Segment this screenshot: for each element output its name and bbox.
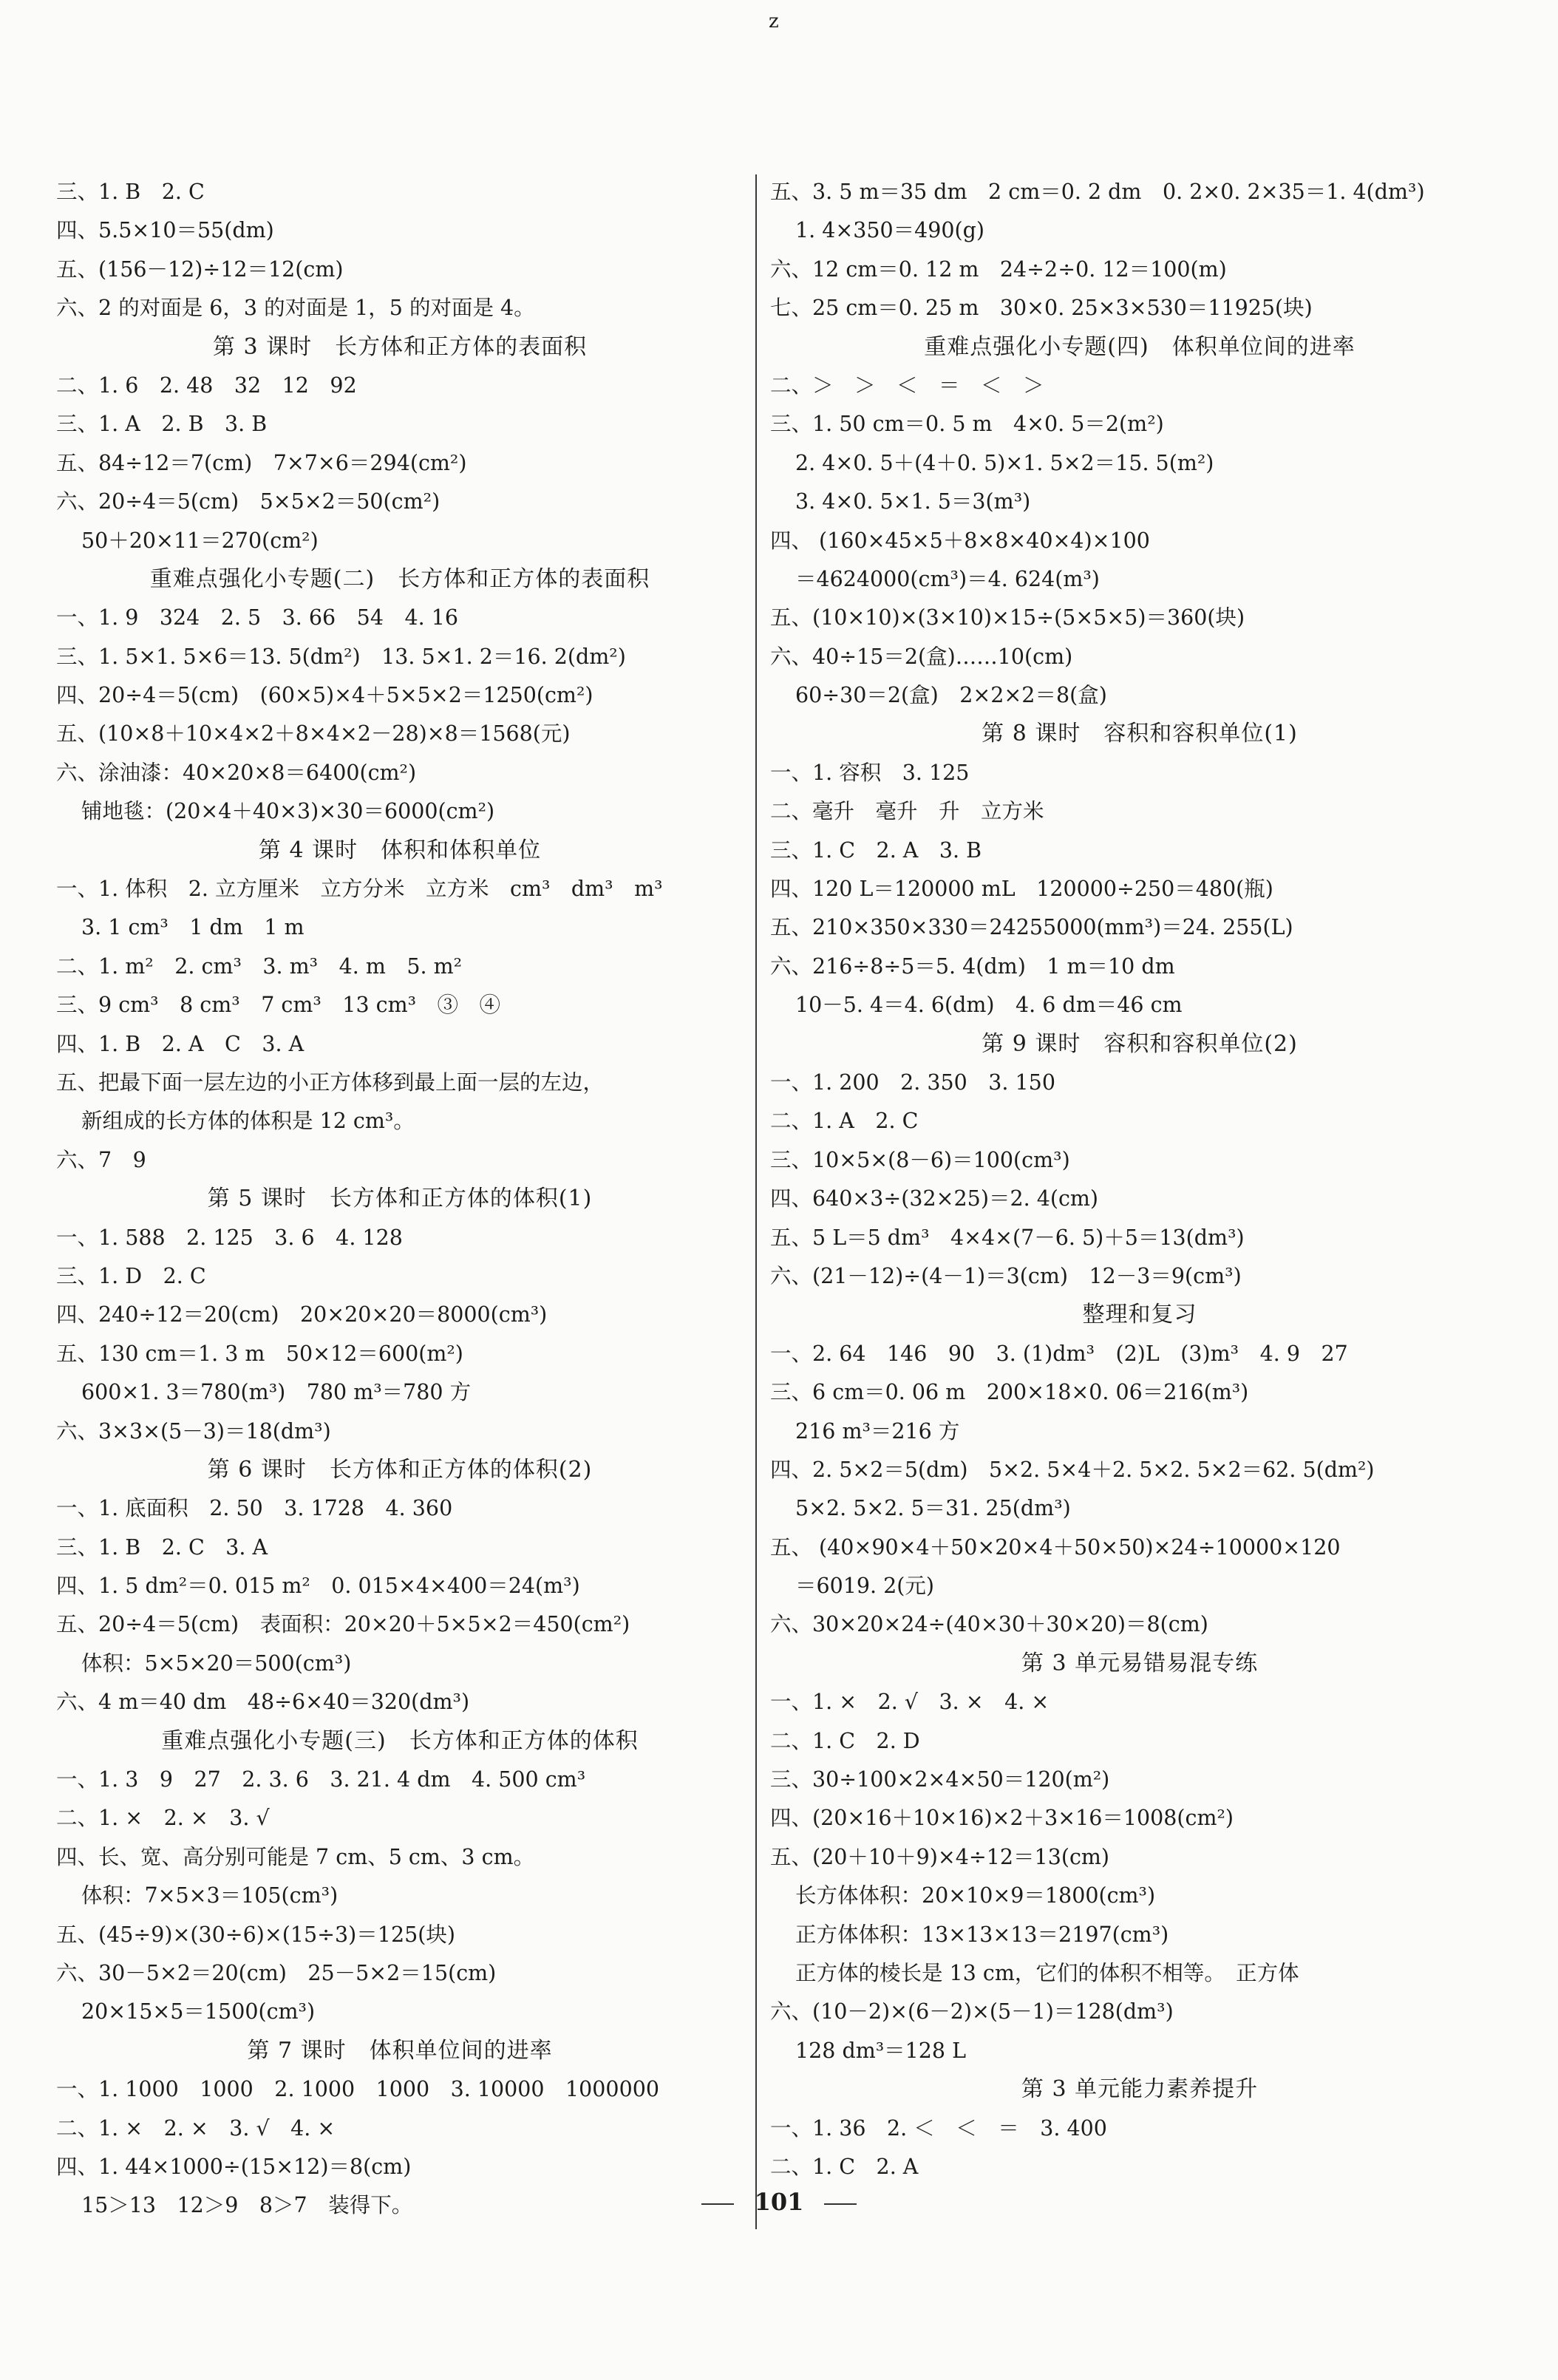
section-heading: 重难点强化小专题(四) 体积单位间的进率 [924,333,1355,360]
answer-line: 五、20÷4＝5(cm) 表面积：20×20＋5×5×2＝450(cm²) [56,1612,630,1637]
answer-line: 四、5.5×10＝55(dm) [56,218,274,243]
answer-line: 三、1. C 2. A 3. B [770,837,982,863]
answer-line: 三、1. 50 cm＝0. 5 m 4×0. 5＝2(m²) [770,412,1164,437]
answer-line: 五、(20＋10＋9)×4÷12＝13(cm) [770,1844,1110,1869]
answer-line: 四、1. B 2. A C 3. A [56,1031,305,1056]
answer-line: 四、长、宽、高分别可能是 7 cm、5 cm、3 cm。 [56,1844,535,1869]
answer-line: 三、1. 5×1. 5×6＝13. 5(dm²) 13. 5×1. 2＝16. 2(dm²) [56,644,626,669]
answer-line: 六、12 cm＝0. 12 m 24÷2÷0. 12＝100(m) [770,256,1227,282]
answer-line: 二、1. C 2. D [770,1728,920,1753]
answer-line: 五、(156－12)÷12＝12(cm) [56,256,344,282]
answer-line: 四、20÷4＝5(cm) (60×5)×4＋5×5×2＝1250(cm²) [56,683,593,708]
answer-line: 一、1. × 2. √ 3. × 4. × [770,1690,1050,1715]
section-heading: 第 3 单元易错易混专练 [1021,1650,1259,1676]
answer-line: 三、1. D 2. C [56,1263,206,1288]
answer-line: 二、1. 6 2. 48 32 12 92 [56,373,357,398]
answer-line: ＝6019. 2(元) [795,1574,935,1599]
answer-line: 五、84÷12＝7(cm) 7×7×6＝294(cm²) [56,450,467,475]
answer-line: 1. 4×350＝490(g) [795,218,985,243]
answer-line: 一、1. 容积 3. 125 [770,760,970,785]
answer-line: 六、216÷8÷5＝5. 4(dm) 1 m＝10 dm [770,953,1175,979]
page-number: 101 [754,2188,804,2216]
answer-line: 四、640×3÷(32×25)＝2. 4(cm) [770,1186,1099,1211]
answer-line: 三、30÷100×2×4×50＝120(m²) [770,1767,1110,1792]
answer-line: 一、1. 1000 1000 2. 1000 1000 3. 10000 1000000 [56,2077,659,2102]
answer-line: 2. 4×0. 5＋(4＋0. 5)×1. 5×2＝15. 5(m²) [795,450,1214,475]
answer-line: 四、240÷12＝20(cm) 20×20×20＝8000(cm³) [56,1302,548,1327]
answer-line: 五、 (40×90×4＋50×20×4＋50×50)×24÷10000×120 [770,1534,1341,1560]
answer-line: 正方体体积：13×13×13＝2197(cm³) [795,1922,1169,1947]
answer-line: 四、(20×16＋10×16)×2＋3×16＝1008(cm²) [770,1806,1234,1831]
section-heading: 第 9 课时 容积和容积单位(2) [982,1030,1298,1057]
column-divider [755,174,757,2229]
answer-line: 一、1. 9 324 2. 5 3. 66 54 4. 16 [56,605,458,630]
answer-line: 四、1. 5 dm²＝0. 015 m² 0. 015×4×400＝24(m³) [56,1574,580,1599]
section-heading: 整理和复习 [1082,1302,1197,1328]
answer-line: 体积：7×5×3＝105(cm³) [81,1883,339,1908]
section-heading: 第 3 课时 长方体和正方体的表面积 [212,333,588,360]
section-heading: 重难点强化小专题(二) 长方体和正方体的表面积 [149,565,650,592]
answer-line: 六、3×3×(5－3)＝18(dm³) [56,1418,331,1444]
answer-line: 60÷30＝2(盒) 2×2×2＝8(盒) [795,683,1107,708]
answer-line: 一、1. 底面积 2. 50 3. 1728 4. 360 [56,1496,453,1521]
answer-line: 六、7 9 [56,1147,146,1172]
top-mark: z [769,10,779,33]
answer-line: 二、毫升 毫升 升 立方米 [770,799,1044,824]
answer-line: 二、1. × 2. × 3. √ [56,1806,270,1831]
answer-line: 五、130 cm＝1. 3 m 50×12＝600(m²) [56,1341,463,1366]
answer-line: 铺地毯：(20×4＋40×3)×30＝6000(cm²) [81,799,495,824]
answer-line: 3. 1 cm³ 1 dm 1 m [81,915,305,940]
answer-line: 长方体体积：20×10×9＝1800(cm³) [795,1883,1156,1908]
answer-line: 五、(45÷9)×(30÷6)×(15÷3)＝125(块) [56,1922,455,1947]
page-footer [0,2188,1558,2216]
answer-line: 三、6 cm＝0. 06 m 200×18×0. 06＝216(m³) [770,1380,1249,1405]
left-column [56,173,744,2226]
section-heading: 第 3 单元能力素养提升 [1021,2076,1259,2103]
answer-line: 四、2. 5×2＝5(dm) 5×2. 5×4＋2. 5×2. 5×2＝62. 5(dm²) [770,1457,1375,1482]
answer-line: 216 m³＝216 方 [795,1418,960,1444]
section-heading: 第 6 课时 长方体和正方体的体积(2) [207,1456,593,1483]
answer-line: 一、2. 64 146 90 3. (1)dm³ (2)L (3)m³ 4. 9 27 [770,1341,1348,1366]
answer-line: 15＞13 12＞9 8＞7 装得下。 [81,2193,413,2218]
answer-line: 50＋20×11＝270(cm²) [81,528,319,553]
answer-line: 128 dm³＝128 L [795,2038,967,2063]
answer-line: 20×15×5＝1500(cm³) [81,1999,316,2024]
section-heading: 重难点强化小专题(三) 长方体和正方体的体积 [161,1727,639,1754]
answer-line: 六、涂油漆：40×20×8＝6400(cm²) [56,760,417,785]
answer-line: 三、1. B 2. C 3. A [56,1534,268,1560]
footer-dash-right [824,2203,857,2205]
answer-line: 五、210×350×330＝24255000(mm³)＝24. 255(L) [770,915,1293,940]
answer-line: 五、把最下面一层左边的小正方体移到最上面一层的左边， [56,1070,605,1095]
answer-line: 一、1. 36 2. ＜ ＜ ＝ 3. 400 [770,2115,1107,2141]
answer-line: 10－5. 4＝4. 6(dm) 4. 6 dm＝46 cm [795,993,1183,1018]
answer-line: 二、1. A 2. C [770,1109,919,1134]
answer-line: 六、20÷4＝5(cm) 5×5×2＝50(cm²) [56,489,440,514]
answer-line: 六、30×20×24÷(40×30＋30×20)＝8(cm) [770,1612,1208,1637]
answer-line: 正方体的棱长是 13 cm，它们的体积不相等。 正方体 [795,1960,1299,1985]
answer-line: 四、120 L＝120000 mL 120000÷250＝480(瓶) [770,877,1273,902]
answer-line: 五、(10×8＋10×4×2＋8×4×2－28)×8＝1568(元) [56,721,571,747]
answer-line: 二、＞ ＞ ＜ ＝ ＜ ＞ [770,373,1044,398]
answer-line: 六、2 的对面是 6，3 的对面是 1，5 的对面是 4。 [56,296,535,321]
answer-line: 四、1. 44×1000÷(15×12)＝8(cm) [56,2154,412,2179]
answer-line: 体积：5×5×20＝500(cm³) [81,1650,352,1676]
answer-line: 一、1. 3 9 27 2. 3. 6 3. 21. 4 dm 4. 500 cm³ [56,1767,586,1792]
section-heading: 第 7 课时 体积单位间的进率 [247,2037,553,2064]
footer-dash-left [701,2203,734,2205]
section-heading: 第 4 课时 体积和体积单位 [258,837,542,863]
answer-line: ＝4624000(cm³)＝4. 624(m³) [795,566,1100,591]
answer-line: 六、(21－12)÷(4－1)＝3(cm) 12－3＝9(cm³) [770,1263,1242,1288]
answer-line: 一、1. 200 2. 350 3. 150 [770,1070,1055,1095]
answer-line: 二、1. C 2. A [770,2154,919,2179]
answer-line: 一、1. 体积 2. 立方厘米 立方分米 立方米 cm³ dm³ m³ [56,877,663,902]
answer-line: 五、(10×10)×(3×10)×15÷(5×5×5)＝360(块) [770,605,1245,630]
answer-line: 七、25 cm＝0. 25 m 30×0. 25×3×530＝11925(块) [770,296,1313,321]
answer-line: 四、 (160×45×5＋8×8×40×4)×100 [770,528,1150,553]
right-column [770,173,1509,2186]
answer-line: 五、3. 5 m＝35 dm 2 cm＝0. 2 dm 0. 2×0. 2×35＝1. 4(dm³) [770,180,1425,204]
answer-line: 三、9 cm³ 8 cm³ 7 cm³ 13 cm³ ③ ④ [56,993,501,1018]
answer-line: 六、(10－2)×(6－2)×(5－1)＝128(dm³) [770,1999,1174,2024]
answer-line: 六、4 m＝40 dm 48÷6×40＝320(dm³) [56,1690,470,1715]
answer-line: 一、1. 588 2. 125 3. 6 4. 128 [56,1225,403,1250]
answer-line: 五、5 L＝5 dm³ 4×4×(7－6. 5)＋5＝13(dm³) [770,1225,1245,1250]
answer-line: 三、1. A 2. B 3. B [56,412,268,437]
answer-line: 六、30－5×2＝20(cm) 25－5×2＝15(cm) [56,1960,497,1985]
answer-line: 三、10×5×(8－6)＝100(cm³) [770,1147,1070,1172]
answer-line: 3. 4×0. 5×1. 5＝3(m³) [795,489,1031,514]
answer-line: 600×1. 3＝780(m³) 780 m³＝780 方 [81,1380,472,1405]
section-heading: 第 5 课时 长方体和正方体的体积(1) [207,1186,593,1212]
answer-line: 5×2. 5×2. 5＝31. 25(dm³) [795,1496,1071,1521]
answer-line: 二、1. m² 2. cm³ 3. m³ 4. m 5. m² [56,953,463,979]
section-heading: 第 8 课时 容积和容积单位(1) [982,721,1298,747]
answer-line: 二、1. × 2. × 3. √ 4. × [56,2115,336,2141]
answer-line: 三、1. B 2. C [56,180,205,204]
answer-line: 六、40÷15＝2(盒)……10(cm) [770,644,1073,669]
answer-line: 新组成的长方体的体积是 12 cm³。 [81,1109,415,1134]
